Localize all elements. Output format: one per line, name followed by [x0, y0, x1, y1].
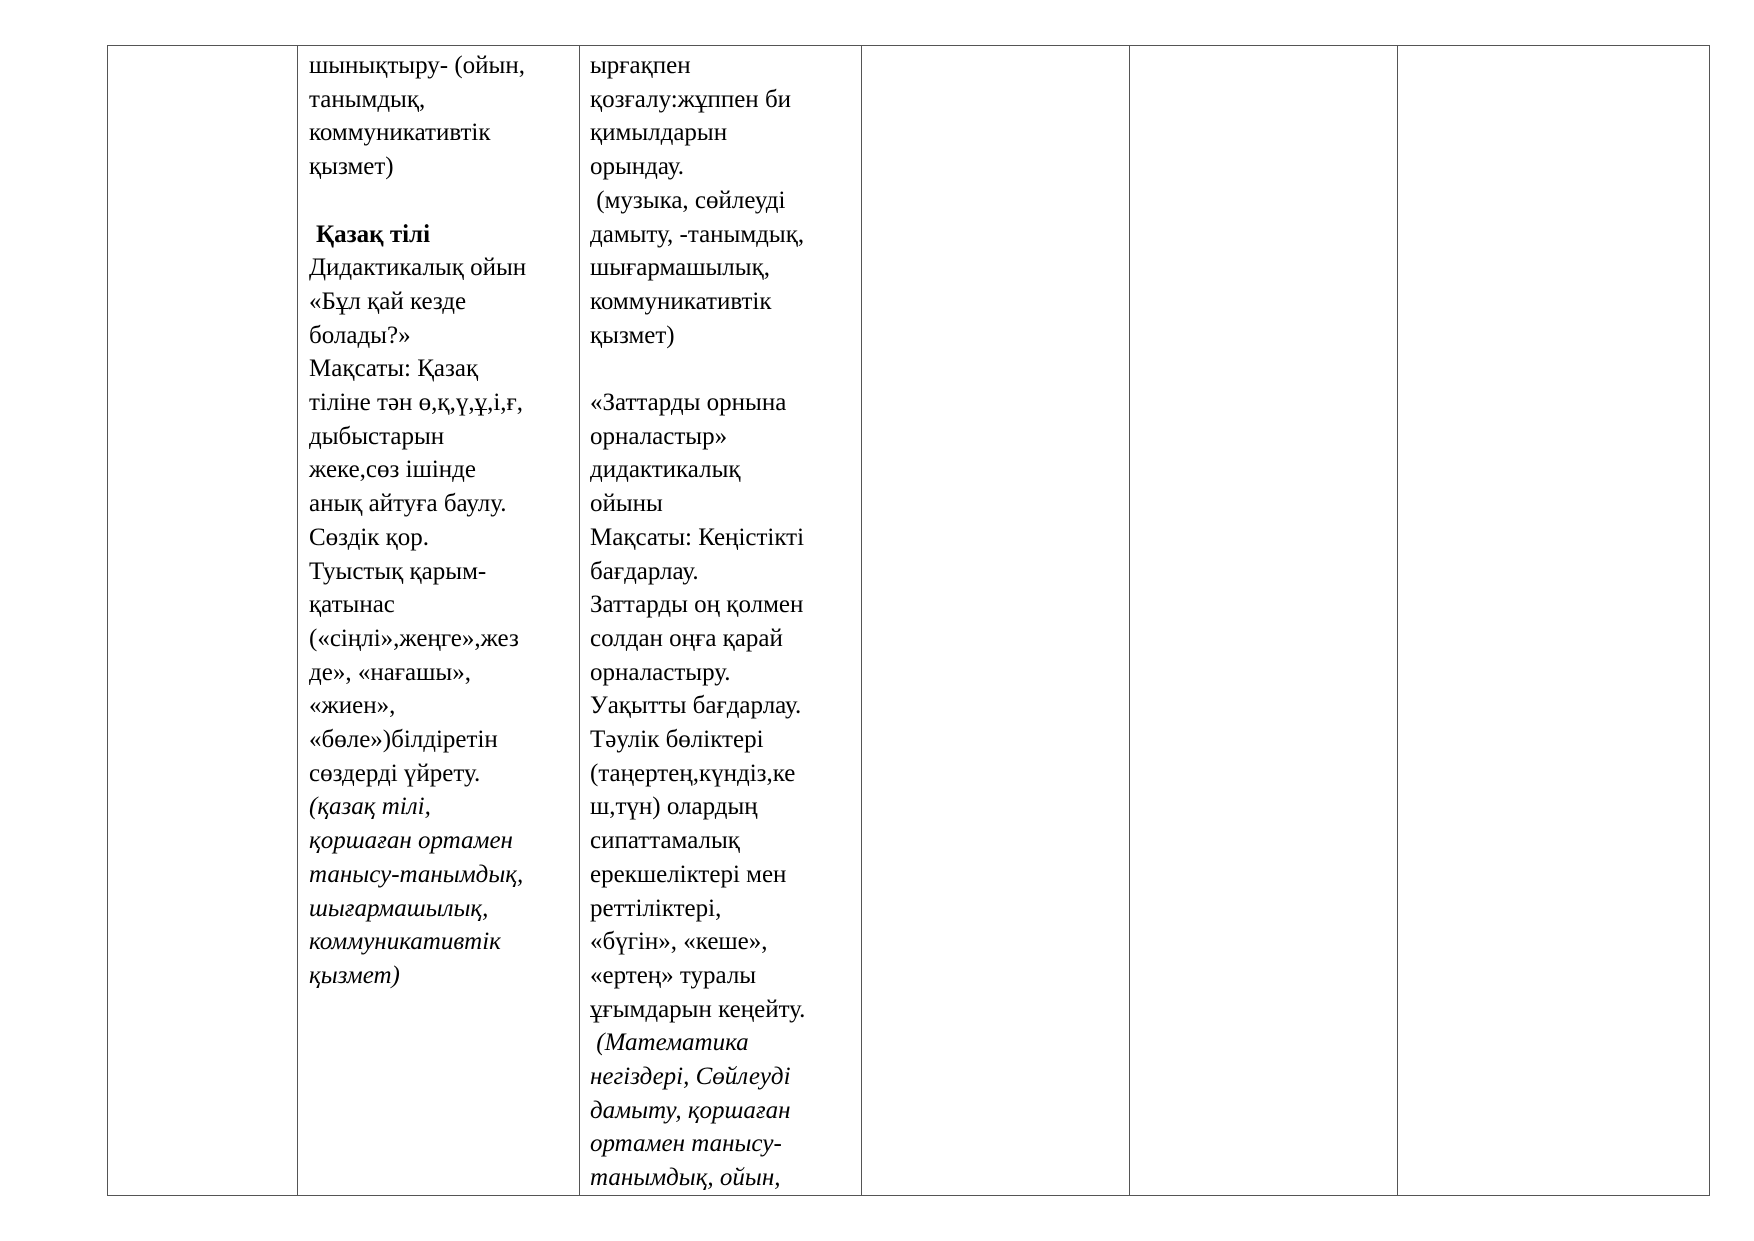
text-line: (музыка, сөйлеуді — [590, 186, 786, 214]
text-line: шығармашылық, — [590, 254, 770, 282]
text-line: анық айтуға баулу. — [309, 490, 507, 518]
italic-line: танысу-танымдық, — [309, 860, 524, 888]
italic-line: ортамен танысу- — [590, 1130, 782, 1158]
text-line: танымдық, — [309, 85, 426, 113]
blank-line — [590, 352, 857, 386]
text-line: «бөле»)білдіретін — [309, 726, 498, 754]
italic-line: қызмет) — [309, 961, 400, 989]
text-line: дамыту, -танымдық, — [590, 220, 805, 248]
lesson-plan-table — [107, 45, 1710, 1196]
text-line: «бүгін», «кеше», — [590, 928, 768, 956]
italic-line: қоршаған ортамен — [309, 827, 513, 855]
text-line: орындау. — [590, 153, 684, 181]
table-cell-4 — [862, 46, 1130, 1196]
text-line: жеке,сөз ішінде — [309, 456, 476, 484]
text-line: («сіңлі»,жеңге»,жез — [309, 624, 519, 652]
text-line: ырғақпен — [590, 52, 691, 79]
table-cell-3 — [580, 46, 862, 1196]
text-line: «Заттарды орнына — [590, 389, 787, 417]
text-line: Дидактикалық ойын — [309, 254, 527, 282]
text-line: Мақсаты: Қазақ — [309, 355, 479, 383]
text-line: орналастыру. — [590, 658, 731, 686]
text-line: реттіліктері, — [590, 894, 722, 922]
text-line: «ертең» туралы — [590, 961, 757, 989]
italic-line: танымдық, ойын, — [590, 1164, 781, 1192]
table-cell-6 — [1398, 46, 1710, 1196]
text-line: қатынас — [309, 591, 395, 619]
text-line: (таңертең,күндіз,ке — [590, 759, 796, 787]
blank-line — [309, 184, 573, 218]
text-line: коммуникативтік — [590, 287, 772, 315]
text-line: шынықтыру- (ойын, — [309, 52, 525, 79]
text-line: Заттарды оң қолмен — [590, 591, 804, 619]
text-line: дыбыстарын — [309, 422, 445, 450]
italic-line: (қазақ тілі, — [309, 793, 431, 821]
table-cell-5 — [1130, 46, 1398, 1196]
italic-line: дамыту, қоршаған — [590, 1096, 791, 1124]
italic-line: негіздері, Сөйлеуді — [590, 1063, 791, 1091]
text-line: Мақсаты: Кеңістікті — [590, 523, 805, 551]
text-line: ұғымдарын кеңейту. — [590, 995, 806, 1023]
text-line: сөздерді үйрету. — [309, 759, 481, 787]
text-line: сипаттамалық — [590, 827, 740, 855]
italic-line: коммуникативтік — [309, 928, 501, 956]
text-line: болады?» — [309, 321, 411, 349]
text-line: қызмет) — [309, 153, 394, 181]
italic-line: (Математика — [590, 1029, 749, 1057]
text-line: «жиен», — [309, 692, 396, 720]
text-line: тіліне тән ө,қ,ү,ұ,і,ғ, — [309, 389, 524, 417]
text-line: қозғалу:жұппен би — [590, 85, 792, 113]
italic-line: шығармашылық, — [309, 894, 489, 922]
table-cell-2 — [298, 46, 580, 1196]
text-line: де», «нағашы», — [309, 658, 471, 686]
cell-3-text — [580, 46, 861, 1195]
table-row — [108, 46, 1710, 1196]
text-line: ерекшеліктері мен — [590, 860, 787, 888]
text-line: Тәулік бөліктері — [590, 726, 764, 754]
text-line: Сөздік қор. — [309, 523, 430, 551]
text-line: коммуникативтік — [309, 119, 491, 147]
text-line: ш,түн) олардың — [590, 793, 758, 821]
section-heading: Қазақ тілі — [316, 220, 431, 248]
text-line: қызмет) — [590, 321, 675, 349]
cell-2-text — [298, 46, 579, 993]
text-line: Уақытты бағдарлау. — [590, 692, 802, 720]
text-line: солдан оңға қарай — [590, 624, 783, 652]
table-cell-1 — [108, 46, 298, 1196]
text-line: Туыстық қарым- — [309, 557, 487, 585]
text-line: бағдарлау. — [590, 557, 699, 585]
text-line: «Бұл қай кезде — [309, 287, 467, 315]
text-line: қимылдарын — [590, 119, 728, 147]
text-line: орналастыр» — [590, 422, 728, 450]
text-line: ойыны — [590, 490, 663, 518]
text-line: дидактикалық — [590, 456, 741, 484]
